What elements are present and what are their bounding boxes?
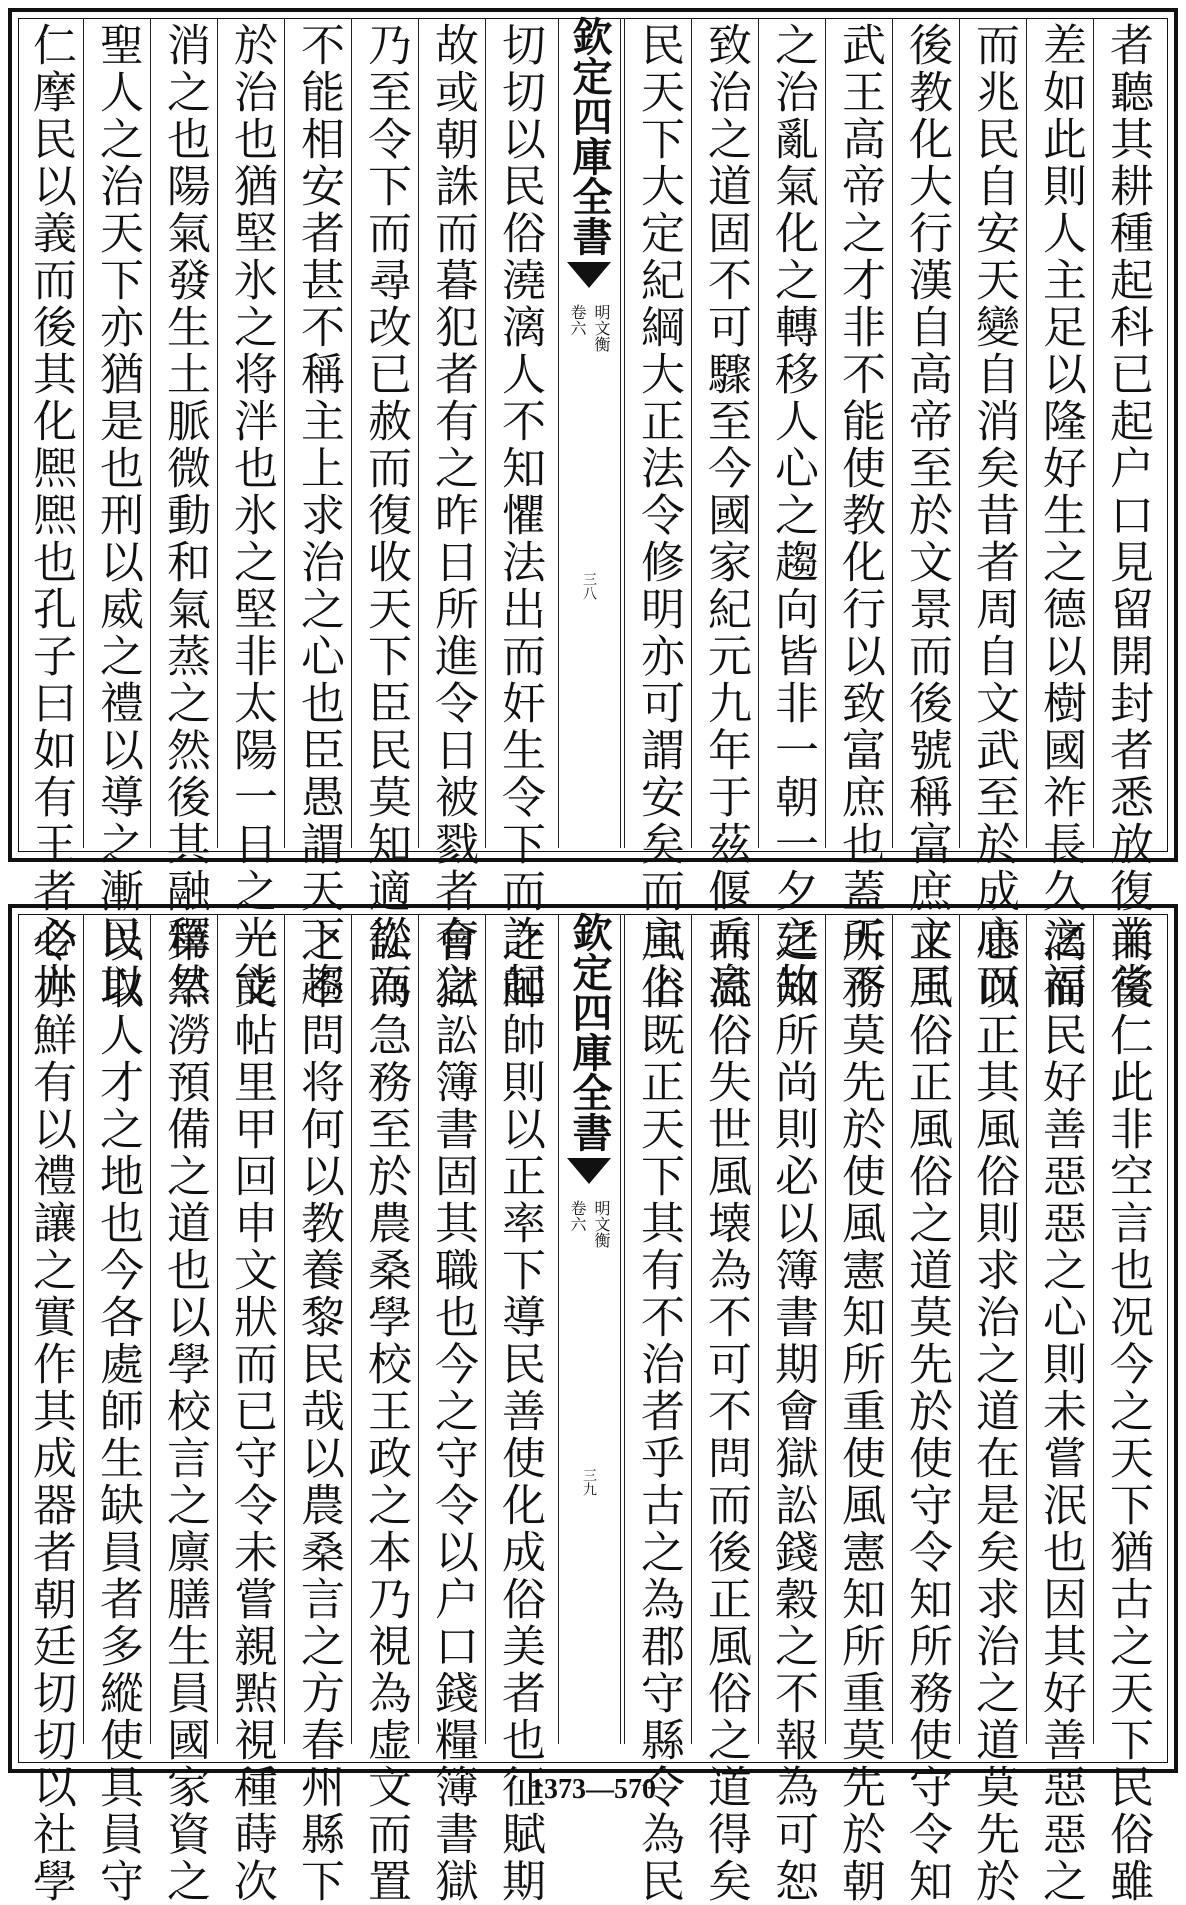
text-column xyxy=(355,22,415,1009)
column-rule xyxy=(150,914,151,1744)
text-column xyxy=(829,918,889,1905)
text-column xyxy=(288,22,348,1009)
text-column xyxy=(154,918,214,1905)
column-rule xyxy=(758,18,759,848)
folio-number: 三九 xyxy=(581,1468,597,1496)
text-column xyxy=(20,22,80,1009)
text-column xyxy=(489,918,549,1905)
column-text: 心以正其風俗則求治之道在是矣求治之道莫先於 xyxy=(968,918,1019,1905)
text-column xyxy=(221,22,281,1009)
column-text: 第旱澇預備之道也以學校言之廪膳生員國家資之 xyxy=(159,918,210,1905)
column-text: 一文帖里甲回申文狀而已守令未嘗親㸃視種蒔次 xyxy=(226,918,277,1905)
column-text: 仁摩民以義而後其化熈熈也孔子曰如有王者必世 xyxy=(25,22,76,1009)
column-text: 乃至令下而尋改已赦而復收天下臣民莫知適從而 xyxy=(360,22,411,1009)
text-column xyxy=(1030,918,1090,1905)
juan-number: 卷六 xyxy=(568,304,587,336)
column-rule xyxy=(485,914,486,1744)
juan-number: 卷六 xyxy=(568,1200,587,1232)
column-rule xyxy=(825,18,826,848)
text-column xyxy=(355,918,415,1905)
column-text: 聖人之治天下亦猶是也刑以威之禮以導之漸民以 xyxy=(92,22,143,1009)
column-rule xyxy=(284,914,285,1744)
column-rule xyxy=(351,18,352,848)
text-column xyxy=(762,918,822,1905)
column-rule xyxy=(418,914,419,1744)
column-text: 武王高帝之才非不能使教化行以致富庶也蓋天下 xyxy=(834,22,885,1009)
column-rule xyxy=(620,18,621,848)
column-text: 之師帥則以正率下導民善使化成俗美者也征賦期 xyxy=(494,918,545,1905)
column-text: 民天下大定紀綱大正法令修明亦可謂安矣而主上 xyxy=(633,22,684,1009)
text-column xyxy=(896,22,956,1009)
column-text: 訟為急務至於農桑學校王政之本乃視為虚文而置 xyxy=(360,918,411,1905)
text-column xyxy=(695,22,755,1009)
text-column xyxy=(896,918,956,1905)
text-column xyxy=(1097,22,1157,1009)
column-text: 漓而民好善惡惡之心則未嘗泯也因其好善惡惡之 xyxy=(1035,918,1086,1905)
column-rule xyxy=(959,18,960,848)
text-column xyxy=(762,22,822,1009)
column-rule xyxy=(959,914,960,1744)
text-column xyxy=(963,918,1023,1905)
work-title: 明文衡 xyxy=(592,1200,611,1248)
text-column xyxy=(221,918,281,1905)
column-rule xyxy=(758,914,759,1744)
column-rule xyxy=(892,18,893,848)
column-text: 令亦鮮有以禮讓之實作其成器者朝廷切切以社學 xyxy=(25,918,76,1905)
book-title: 欽定四庫全書 xyxy=(566,16,613,256)
column-text: 故或朝誅而暮犯者有之昨日所進令日被戮者有之 xyxy=(427,22,478,1009)
text-column xyxy=(87,918,147,1905)
column-text: 所務莫先於使風憲知所重使風憲知所重莫先於朝 xyxy=(834,918,885,1905)
column-text: 風俗既正天下其有不治者乎古之為郡守縣令為民 xyxy=(633,918,684,1905)
fishtail-mark xyxy=(567,262,611,288)
column-rule xyxy=(892,914,893,1744)
column-text: 廷知所尚則必以簿書期會獄訟錢穀之不報為可恕 xyxy=(767,918,818,1905)
column-text: 以取人才之地也今各處師生缺員者多縱使具員守 xyxy=(92,918,143,1905)
column-text: 不能相安者甚不稱主上求治之心也臣愚謂天下趨 xyxy=(293,22,344,1009)
column-rule xyxy=(1026,18,1027,848)
column-rule xyxy=(284,18,285,848)
column-text: 差如此則人主足以隆好生之德以樹國祚長久之福 xyxy=(1035,22,1086,1009)
column-text: 於治也猶堅氷之将泮也氷之堅非太陽一日之光能 xyxy=(226,22,277,1009)
column-text: 之不問将何以教養黎民哉以農桑言之方春州縣下 xyxy=(293,918,344,1905)
column-rule xyxy=(1093,914,1094,1744)
page-footer-number: 1373—570 xyxy=(530,1774,656,1805)
column-text: 而兆民自安天變自消矣昔者周自文武至於成康而 xyxy=(968,22,1019,1009)
column-rule xyxy=(691,18,692,848)
column-text: 消之也陽氣發生土脈微動和氣蒸之然後其融釋然 xyxy=(159,22,210,1009)
book-title: 欽定四庫全書 xyxy=(566,912,613,1152)
column-rule xyxy=(624,18,625,848)
column-rule xyxy=(624,914,625,1744)
text-column xyxy=(628,22,688,1009)
column-rule xyxy=(83,18,84,848)
text-column xyxy=(829,22,889,1009)
column-rule xyxy=(418,18,419,848)
center-margin xyxy=(560,912,618,1765)
column-rule xyxy=(558,914,559,1744)
column-rule xyxy=(485,18,486,848)
column-text: 之治亂氣化之轉移人心之趨向皆非一朝一夕之故 xyxy=(767,22,818,1009)
text-column xyxy=(154,22,214,1009)
text-column xyxy=(288,918,348,1905)
column-rule xyxy=(83,914,84,1744)
column-text: 會獄訟簿書固其職也今之守令以户口錢糧簿書獄 xyxy=(427,918,478,1905)
text-column xyxy=(87,22,147,1009)
text-column xyxy=(489,22,549,1009)
column-rule xyxy=(620,914,621,1744)
center-margin xyxy=(560,16,618,854)
column-text: 而後仁此非空言也况今之天下猶古之天下民俗雖 xyxy=(1102,918,1153,1905)
column-text: 者聽其耕種起科已起户口見留開封者悉放復業當 xyxy=(1102,22,1153,1009)
text-column xyxy=(1030,22,1090,1009)
column-rule xyxy=(1026,914,1027,1744)
folio-number: 三八 xyxy=(581,572,597,600)
text-column xyxy=(963,22,1023,1009)
column-rule xyxy=(558,18,559,848)
column-rule xyxy=(691,914,692,1744)
column-rule xyxy=(217,18,218,848)
column-text: 致治之道固不可驟至今國家紀元九年于茲偃兵息 xyxy=(700,22,751,1009)
column-rule xyxy=(150,18,151,848)
text-column xyxy=(422,22,482,1009)
text-column xyxy=(695,918,755,1905)
column-text: 正風俗正風俗之道莫先於使守令知所務使守令知 xyxy=(901,918,952,1905)
column-text: 切切以民俗澆漓人不知懼法出而奸生令下而詐起 xyxy=(494,22,545,1009)
column-rule xyxy=(217,914,218,1744)
work-title: 明文衡 xyxy=(592,304,611,352)
fishtail-mark xyxy=(567,1158,611,1184)
text-column xyxy=(422,918,482,1905)
text-column xyxy=(628,918,688,1905)
column-rule xyxy=(351,914,352,1744)
column-text: 後教化大行漢自高帝至於文景而後號稱富庶文王 xyxy=(901,22,952,1009)
text-column xyxy=(1097,918,1157,1905)
text-column xyxy=(20,918,80,1905)
column-text: 而流俗失世風壊為不可不問而後正風俗之道得矣 xyxy=(700,918,751,1905)
column-rule xyxy=(825,914,826,1744)
column-rule xyxy=(1093,18,1094,848)
